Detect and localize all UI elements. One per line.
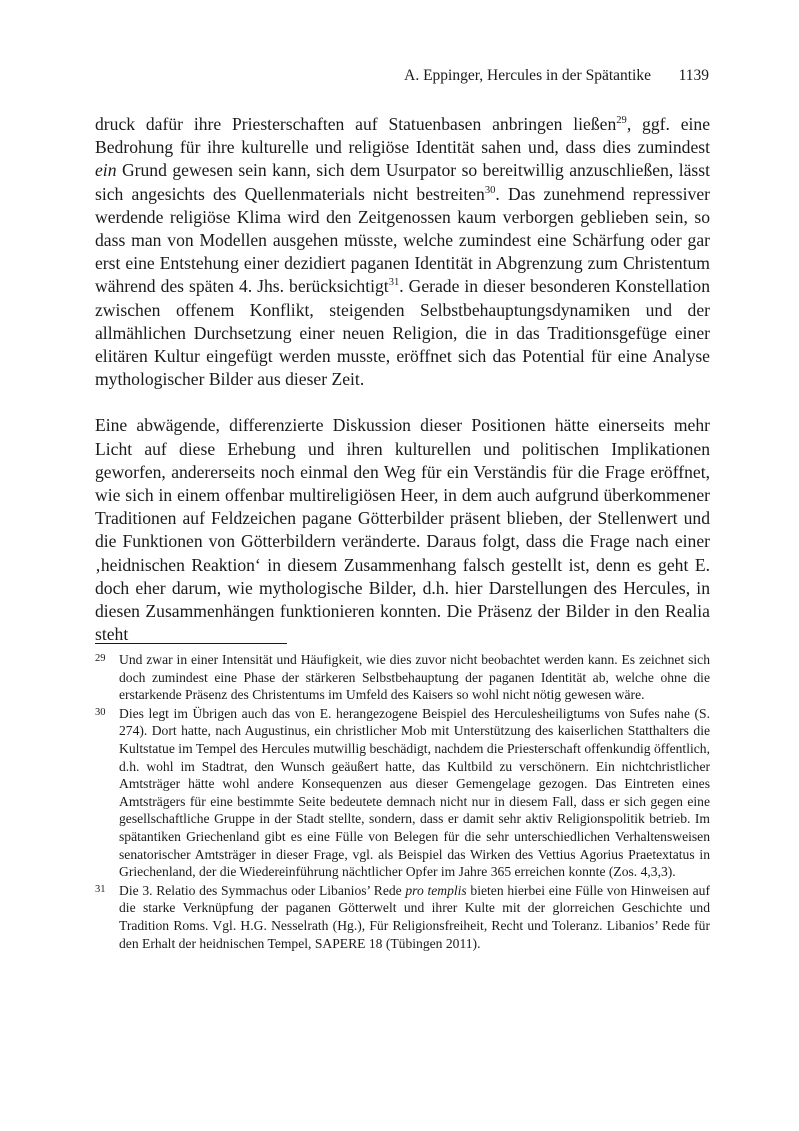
paragraph-1: [95, 113, 710, 391]
footnote-30: [95, 705, 710, 881]
footnote-number: 29: [95, 653, 106, 664]
footnote-number: 30: [95, 706, 106, 718]
footnote-29: [95, 651, 710, 704]
running-title: A. Eppinger, Hercules in der Spätantike: [404, 67, 651, 84]
emphasis: ein: [95, 160, 117, 181]
footnote-ref-29: 29: [616, 115, 627, 127]
footnote-number: 31: [95, 883, 106, 895]
emphasis: pro templis: [405, 882, 467, 898]
footnote-text-part: Die 3. Relatio des Symmachus oder Libanios’ Rede: [119, 882, 406, 898]
footnotes: [95, 651, 710, 952]
footnote-separator: [95, 643, 287, 644]
paragraph-text: Grund gewesen sein kann, sich dem Usurpator so bereitwillig anzuschließen, lässt sich angesichts des Quellenmaterials nicht bestreiten: [95, 160, 710, 204]
footnote-text: [119, 882, 710, 952]
footnote-ref-31: 31: [388, 277, 400, 289]
paragraph-text: druck dafür ihre Priesterschaften auf Statuenbasen anbringen ließen: [95, 114, 617, 134]
paragraph-2: Eine abwägende, differenzierte Diskussion dieser Positionen hätte einerseits mehr Licht auf diese Erhebung und ihren kulturellen und politischen Implikationen geworfen, andererseits noch einmal den Weg für ein Verständis für die Frage eröffnet, wie sich in einem offenbar multireligiösen Heer, in dem auch aufgrund überkommener Traditionen auf Feldzeichen pagane Götterbilder präsent blieben, der Stellenwert und die Funktionen von Götterbildern veränderte. Daraus folgt, dass die Frage nach einer ‚heidnischen Reaktion‘ in diesem Zusammenhang falsch gestellt ist, denn es geht E. doch eher darum, wie mythologische Bilder, d.h. hier Darstellungen des Hercules, in diesen Zusammenhängen funktionieren konnten. Die Präsenz der Bilder in den Realia steht: [95, 415, 710, 645]
footnote-text-part: bieten hierbei eine Fülle von Hinweisen auf die starke Verknüpfung der paganen Götterwelt und ihrer Kulte mit der glorreichen Geschichte und Tradition Roms. Vgl. H.G. Nesselrath (Hg.), Für Religionsfreiheit, Recht und Toleranz. Libanios’ Rede für den Erhalt der heidnischen Tempel, SAPERE 18 (Tübingen 2011).: [119, 882, 710, 951]
main-text: [95, 113, 710, 646]
running-header: [95, 66, 709, 86]
footnote-text: Und zwar in einer Intensität und Häufigkeit, wie dies zuvor nicht beobachtet werden kann. Es zeichnet sich doch zumindest eine Phase der stärkeren Selbstbehauptung der paganen Identität ab, welche ohne die erstarkende Präsenz des Christentums im Umfeld des Kaisers so wohl nicht nötig gewesen wäre.: [119, 652, 710, 703]
paragraph-text: . Das zunehmend repressiver werdende religiöse Klima wird den Zeitgenossen kaum verborgen geblieben sein, so dass man von Modellen ausgehen müsste, welche zumindest eine Schärfung oder gar erst eine Entstehung einer dezidiert paganen Identität in Abgrenzung zum Christentum während des späten 4. Jhs. berücksichtigt: [95, 183, 710, 297]
footnote-text: Dies legt im Übrigen auch das von E. herangezogene Beispiel des Herculesheiligtums von Sufes nahe (S. 274). Dort hatte, nach Augustinus, ein christlicher Mob mit Unterstützung des kaiserlichen Statthalters die Kultstatue im Tempel des Hercules mutwillig beschädigt, nachdem die Priesterschaft offenkundig öffentlich, d.h. wohl im Stadtrat, den Wunsch geäußert hatte, das Kultbild zu verschönern. Ein nichtchristlicher Amtsträger hätte wohl andere Konsequenzen aus dieser Gemengelage gezogen. Das Eintreten eines Amtsträgers für eine bestimmte Seite bedeutete demnach nicht nur in diesem Fall, dass er sich gegen eine gesellschaftliche Gruppe in der Stadt stellte, sondern, dass er damit sehr aktiv Religionspolitik betrieb. Im spätantiken Griechenland gibt es eine Fülle von Belegen für die sehr unterschiedlichen Verhaltensweisen senatorischer Amtsträger in dieser Frage, vgl. als Beispiel das Wirken des Vettius Agorius Praetextatus in Griechenland, der die Wiedereinführung nächtlicher Opfer im Jahre 365 erreichen konnte (Zos. 4,3,3).: [119, 705, 710, 880]
paragraph-text: , ggf. eine Bedrohung für ihre kulturelle und religiöse Identität sahen und, dass dies zumindest: [95, 114, 711, 158]
footnote-ref-30: 30: [484, 184, 496, 196]
page-number: 1139: [678, 67, 709, 84]
paragraph-text: . Gerade in dieser besonderen Konstellation zwischen offenem Konflikt, steigenden Selbstbehauptungsdynamiken und der allmählichen Durchsetzung einer neuen Religion, die in das Traditionsgefüge einer elitären Kultur eingefügt werden musste, eröffnet sich das Potential für eine Analyse mythologischer Bilder aus dieser Zeit.: [95, 276, 710, 390]
footnote-31: [95, 882, 710, 952]
